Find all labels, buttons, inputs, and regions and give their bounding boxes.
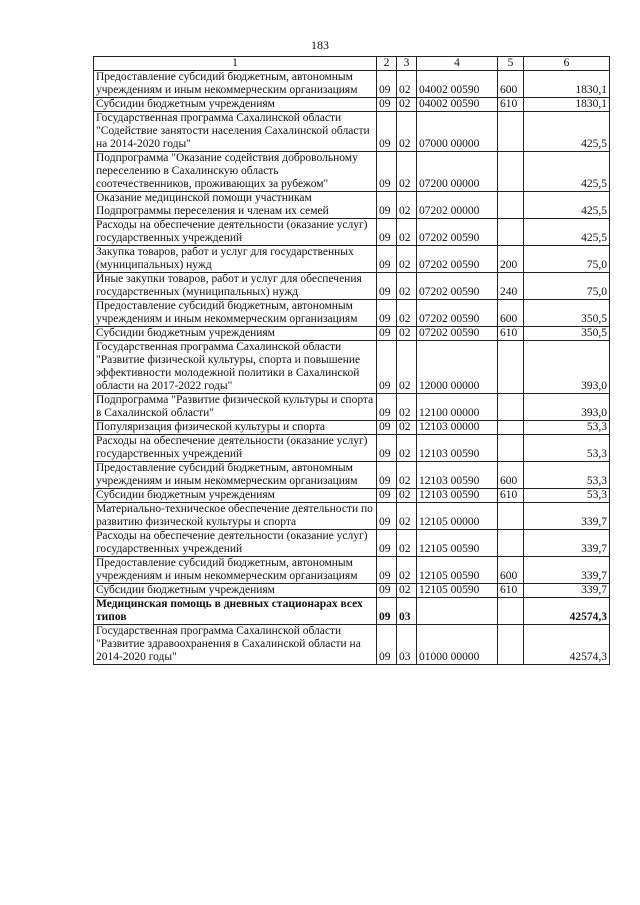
column-header-2: 2: [377, 57, 397, 71]
expense-type-cell: 600: [498, 557, 524, 584]
table-row: [94, 300, 610, 327]
target-article-cell: 07202 00590: [417, 327, 498, 341]
row-name-cell: Субсидии бюджетным учреждениям: [94, 98, 377, 112]
row-name-cell: Государственная программа Сахалинской области "Развитие физической культуры, спорта и повышение эффективности молодежной политики в Сахалинской области на 2017-2022 годы": [94, 341, 377, 394]
target-article-cell: 07202 00590: [417, 219, 498, 246]
subsection-code-cell: 02: [397, 421, 417, 435]
section-code-cell: 09: [377, 219, 397, 246]
row-name-cell: Субсидии бюджетным учреждениям: [94, 584, 377, 598]
expense-type-cell: 200: [498, 246, 524, 273]
subsection-code-cell: 02: [397, 112, 417, 152]
expense-type-cell: [498, 598, 524, 625]
target-article-cell: 12000 00000: [417, 341, 498, 394]
row-name-cell: Расходы на обеспечение деятельности (оказание услуг) государственных учреждений: [94, 219, 377, 246]
amount-cell: 350,5: [524, 327, 610, 341]
target-article-cell: 12105 00590: [417, 530, 498, 557]
budget-table: [93, 56, 610, 665]
expense-type-cell: 600: [498, 462, 524, 489]
table-row: [94, 530, 610, 557]
section-code-cell: 09: [377, 530, 397, 557]
amount-cell: 339,7: [524, 503, 610, 530]
table-row: [94, 584, 610, 598]
expense-type-cell: [498, 421, 524, 435]
target-article-cell: [417, 598, 498, 625]
subsection-code-cell: 02: [397, 98, 417, 112]
header-row: [94, 57, 610, 71]
expense-type-cell: 610: [498, 489, 524, 503]
subsection-code-cell: 02: [397, 192, 417, 219]
subsection-code-cell: 02: [397, 71, 417, 98]
expense-type-cell: 240: [498, 273, 524, 300]
target-article-cell: 04002 00590: [417, 98, 498, 112]
section-code-cell: 09: [377, 98, 397, 112]
target-article-cell: 12103 00590: [417, 489, 498, 503]
table-row: [94, 503, 610, 530]
subsection-code-cell: 02: [397, 530, 417, 557]
section-code-cell: 09: [377, 300, 397, 327]
row-name-cell: Материально-техническое обеспечение деятельности по развитию физической культуры и спорта: [94, 503, 377, 530]
subsection-code-cell: 02: [397, 584, 417, 598]
expense-type-cell: 610: [498, 98, 524, 112]
row-name-cell: Государственная программа Сахалинской области "Развитие здравоохранения в Сахалинской области на 2014-2020 годы": [94, 625, 377, 665]
subsection-code-cell: 02: [397, 489, 417, 503]
section-code-cell: 09: [377, 625, 397, 665]
table-row: [94, 246, 610, 273]
table-row: [94, 71, 610, 98]
amount-cell: 339,7: [524, 584, 610, 598]
amount-cell: 393,0: [524, 394, 610, 421]
expense-type-cell: [498, 152, 524, 192]
row-name-cell: Расходы на обеспечение деятельности (оказание услуг) государственных учреждений: [94, 435, 377, 462]
table-row: [94, 625, 610, 665]
amount-cell: 53,3: [524, 421, 610, 435]
page-number: 183: [311, 38, 329, 52]
target-article-cell: 07200 00000: [417, 152, 498, 192]
expense-type-cell: [498, 503, 524, 530]
column-header-5: 5: [498, 57, 524, 71]
column-header-4: 4: [417, 57, 498, 71]
subsection-code-cell: 02: [397, 341, 417, 394]
table-row: [94, 394, 610, 421]
row-name-cell: Подпрограмма "Развитие физической культуры и спорта в Сахалинской области": [94, 394, 377, 421]
target-article-cell: 07202 00590: [417, 273, 498, 300]
section-code-cell: 09: [377, 421, 397, 435]
row-name-cell: Предоставление субсидий бюджетным, автономным учреждениям и иным некоммерческим организациям: [94, 300, 377, 327]
row-name-cell: Медицинская помощь в дневных стационарах всех типов: [94, 598, 377, 625]
target-article-cell: 12105 00000: [417, 503, 498, 530]
table-row: [94, 421, 610, 435]
subsection-code-cell: 02: [397, 273, 417, 300]
section-code-cell: 09: [377, 192, 397, 219]
subsection-code-cell: 02: [397, 503, 417, 530]
section-code-cell: 09: [377, 435, 397, 462]
section-code-cell: 09: [377, 273, 397, 300]
expense-type-cell: [498, 625, 524, 665]
amount-cell: 1830,1: [524, 98, 610, 112]
table-row: [94, 327, 610, 341]
row-name-cell: Государственная программа Сахалинской области "Содействие занятости населения Сахалинской области на 2014-2020 годы": [94, 112, 377, 152]
table-row: [94, 435, 610, 462]
table-row: [94, 489, 610, 503]
subsection-code-cell: 02: [397, 557, 417, 584]
expense-type-cell: [498, 530, 524, 557]
row-name-cell: Закупка товаров, работ и услуг для государственных (муниципальных) нужд: [94, 246, 377, 273]
row-name-cell: Субсидии бюджетным учреждениям: [94, 489, 377, 503]
table-row: [94, 557, 610, 584]
amount-cell: 53,3: [524, 489, 610, 503]
subsection-code-cell: 02: [397, 246, 417, 273]
expense-type-cell: 610: [498, 584, 524, 598]
table-row: [94, 341, 610, 394]
table-row: [94, 152, 610, 192]
row-name-cell: Субсидии бюджетным учреждениям: [94, 327, 377, 341]
table-body: [94, 71, 610, 665]
expense-type-cell: [498, 341, 524, 394]
column-header-6: 6: [524, 57, 610, 71]
section-code-cell: 09: [377, 152, 397, 192]
subsection-code-cell: 02: [397, 152, 417, 192]
target-article-cell: 07202 00590: [417, 300, 498, 327]
amount-cell: 42574,3: [524, 598, 610, 625]
subsection-code-cell: 03: [397, 598, 417, 625]
amount-cell: 393,0: [524, 341, 610, 394]
subsection-code-cell: 02: [397, 300, 417, 327]
target-article-cell: 12103 00000: [417, 421, 498, 435]
amount-cell: 339,7: [524, 557, 610, 584]
target-article-cell: 07202 00590: [417, 246, 498, 273]
expense-type-cell: [498, 394, 524, 421]
target-article-cell: 12100 00000: [417, 394, 498, 421]
section-code-cell: 09: [377, 584, 397, 598]
table-row: [94, 273, 610, 300]
target-article-cell: 12105 00590: [417, 557, 498, 584]
row-name-cell: Предоставление субсидий бюджетным, автономным учреждениям и иным некоммерческим организациям: [94, 557, 377, 584]
subsection-code-cell: 02: [397, 394, 417, 421]
amount-cell: 53,3: [524, 435, 610, 462]
section-code-cell: 09: [377, 503, 397, 530]
section-code-cell: 09: [377, 341, 397, 394]
expense-type-cell: [498, 112, 524, 152]
amount-cell: 75,0: [524, 246, 610, 273]
subsection-code-cell: 02: [397, 462, 417, 489]
section-code-cell: 09: [377, 489, 397, 503]
table-row: [94, 462, 610, 489]
amount-cell: 425,5: [524, 192, 610, 219]
expense-type-cell: [498, 435, 524, 462]
subsection-code-cell: 02: [397, 219, 417, 246]
column-header-3: 3: [397, 57, 417, 71]
row-name-cell: Оказание медицинской помощи участникам Подпрограммы переселения и членам их семей: [94, 192, 377, 219]
table-row: [94, 98, 610, 112]
section-code-cell: 09: [377, 598, 397, 625]
subsection-code-cell: 02: [397, 327, 417, 341]
expense-type-cell: [498, 192, 524, 219]
row-name-cell: Подпрограмма "Оказание содействия добровольному переселению в Сахалинскую область соотечественников, проживающих за рубежом": [94, 152, 377, 192]
row-name-cell: Предоставление субсидий бюджетным, автономным учреждениям и иным некоммерческим организациям: [94, 71, 377, 98]
expense-type-cell: 610: [498, 327, 524, 341]
target-article-cell: 07000 00000: [417, 112, 498, 152]
row-name-cell: Популяризация физической культуры и спорта: [94, 421, 377, 435]
expense-type-cell: [498, 219, 524, 246]
subsection-code-cell: 03: [397, 625, 417, 665]
target-article-cell: 12103 00590: [417, 462, 498, 489]
section-code-cell: 09: [377, 112, 397, 152]
row-name-cell: Иные закупки товаров, работ и услуг для обеспечения государственных (муниципальных) нужд: [94, 273, 377, 300]
section-code-cell: 09: [377, 246, 397, 273]
target-article-cell: 01000 00000: [417, 625, 498, 665]
section-code-cell: 09: [377, 327, 397, 341]
amount-cell: 75,0: [524, 273, 610, 300]
section-code-cell: 09: [377, 71, 397, 98]
table-row: [94, 219, 610, 246]
target-article-cell: 12105 00590: [417, 584, 498, 598]
column-header-1: 1: [94, 57, 377, 71]
amount-cell: 53,3: [524, 462, 610, 489]
amount-cell: 339,7: [524, 530, 610, 557]
amount-cell: 425,5: [524, 112, 610, 152]
subsection-code-cell: 02: [397, 435, 417, 462]
amount-cell: 42574,3: [524, 625, 610, 665]
section-code-cell: 09: [377, 557, 397, 584]
amount-cell: 425,5: [524, 152, 610, 192]
amount-cell: 1830,1: [524, 71, 610, 98]
expense-type-cell: 600: [498, 300, 524, 327]
amount-cell: 425,5: [524, 219, 610, 246]
section-code-cell: 09: [377, 462, 397, 489]
section-code-cell: 09: [377, 394, 397, 421]
row-name-cell: Предоставление субсидий бюджетным, автономным учреждениям и иным некоммерческим организациям: [94, 462, 377, 489]
table-row: [94, 192, 610, 219]
target-article-cell: 04002 00590: [417, 71, 498, 98]
target-article-cell: 12103 00590: [417, 435, 498, 462]
table-row: [94, 598, 610, 625]
table-row: [94, 112, 610, 152]
amount-cell: 350,5: [524, 300, 610, 327]
expense-type-cell: 600: [498, 71, 524, 98]
row-name-cell: Расходы на обеспечение деятельности (оказание услуг) государственных учреждений: [94, 530, 377, 557]
target-article-cell: 07202 00000: [417, 192, 498, 219]
